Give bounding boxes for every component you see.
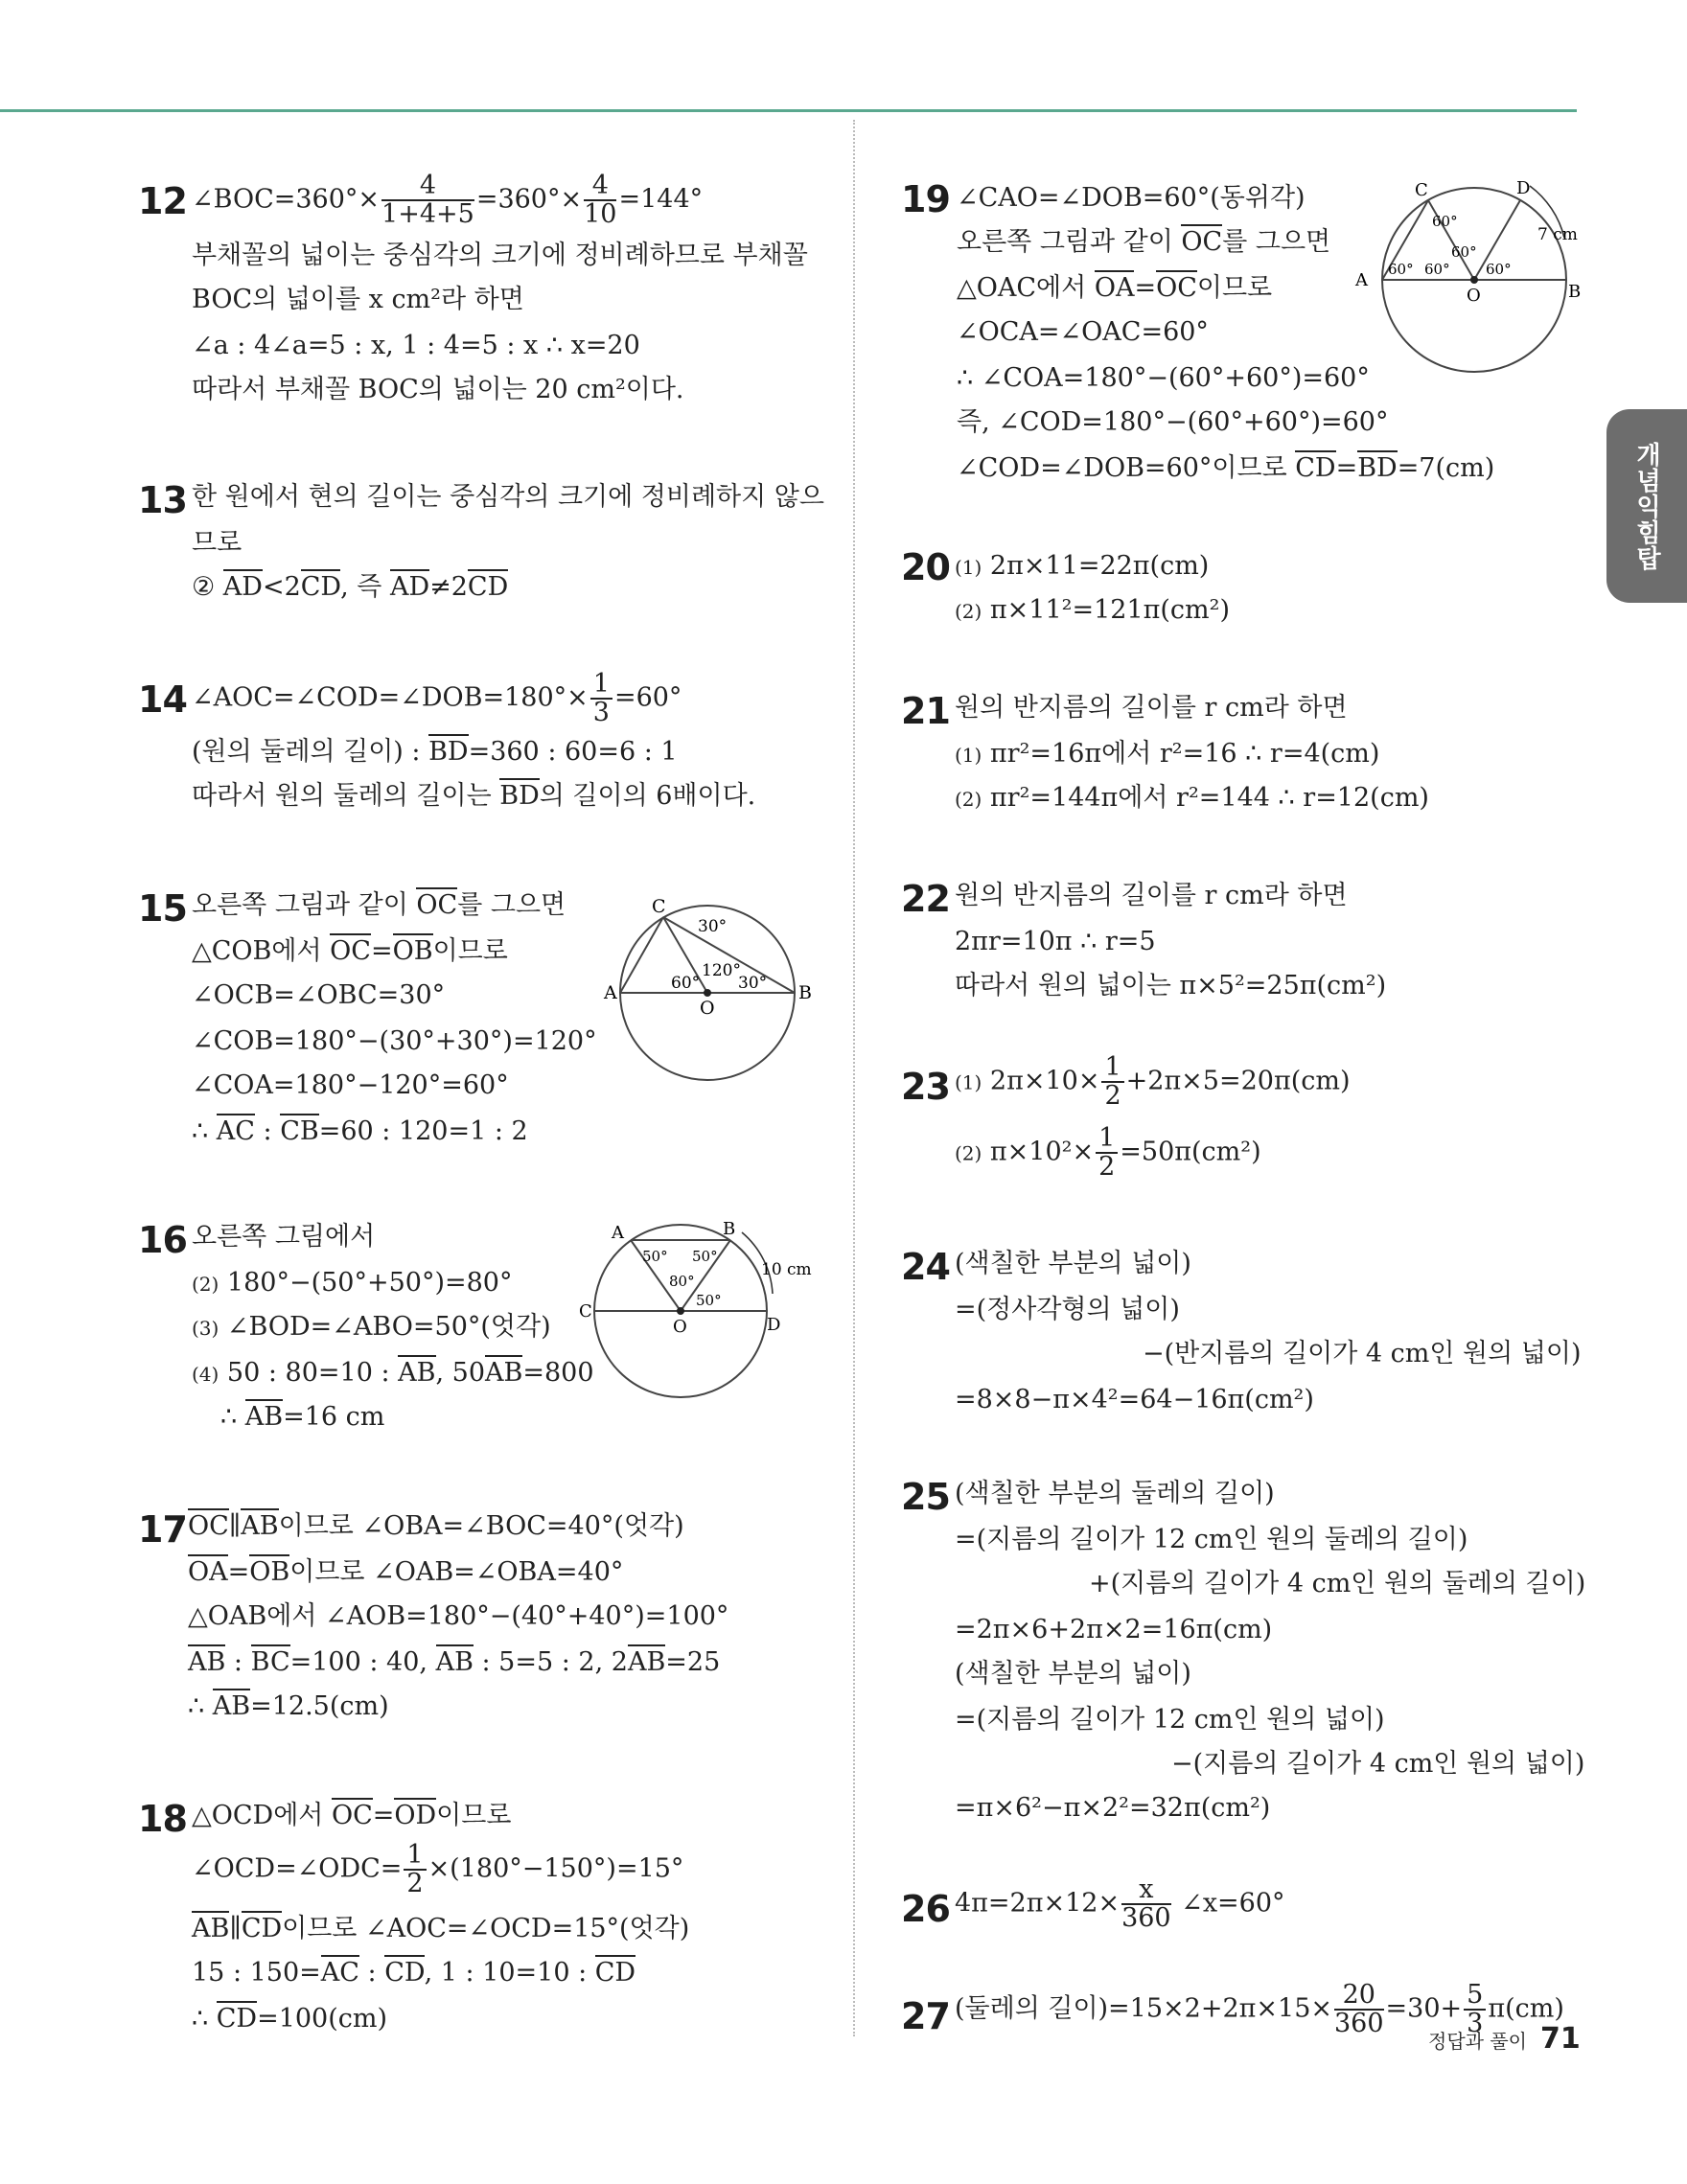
problem-number: 21: [901, 690, 950, 732]
solution-line: ∠BOC=360°× $\frac{4}{1+4+5}$ =360°× $\frac{4}{10}$ =144°: [192, 171, 704, 229]
problem-number: 27: [901, 1995, 950, 2037]
problem-number: 13: [138, 479, 187, 521]
solution-line: 오른쪽 그림에서: [192, 1222, 376, 1252]
svg-text:D: D: [1516, 178, 1531, 198]
svg-text:C: C: [652, 896, 666, 917]
problem-number: 25: [901, 1476, 950, 1518]
solution-line: (1) 2π×11=22π(cm): [955, 551, 1210, 581]
svg-text:A: A: [604, 982, 617, 1003]
figure-15: [594, 891, 824, 1092]
solution-line: ∴ AB=16 cm: [220, 1401, 384, 1434]
svg-text:7 cm: 7 cm: [1537, 225, 1578, 244]
problem-number: 12: [138, 180, 187, 222]
svg-text:A: A: [1355, 270, 1368, 290]
solution-line: 원의 반지름의 길이를 r cm라 하면: [955, 881, 1348, 910]
svg-text:10 cm: 10 cm: [761, 1260, 812, 1279]
svg-text:50°: 50°: [696, 1292, 722, 1309]
top-rule: [0, 109, 1577, 112]
svg-text:C: C: [1415, 180, 1428, 200]
footer-label: 정답과 풀이: [1428, 2030, 1527, 2053]
svg-text:30°: 30°: [698, 917, 728, 936]
solution-line: (2) 180°−(50°+50°)=80°: [192, 1268, 513, 1298]
solution-line: OC∥AB이므로 ∠OBA=∠BOC=40°(엇각): [188, 1510, 684, 1543]
solution-line: △COB에서 OC=OB이므로: [192, 935, 508, 968]
solution-line: +(지름의 길이가 4 cm인 원의 둘레의 길이): [1089, 1569, 1586, 1598]
solution-line: =2π×6+2π×2=16π(cm): [955, 1615, 1273, 1644]
solution-line: △OCD에서 OC=OD이므로: [192, 1800, 511, 1832]
svg-text:60°: 60°: [1388, 261, 1414, 278]
solution-line: △OAB에서 ∠AOB=180°−(40°+40°)=100°: [188, 1601, 729, 1631]
svg-text:D: D: [767, 1315, 781, 1335]
solution-line: (2) π×11²=121π(cm²): [955, 595, 1230, 625]
solution-line: ∠OCD=∠ODC= $\frac{1}{2}$ ×(180°−150°)=15°: [192, 1840, 684, 1898]
solution-line: −(반지름의 길이가 4 cm인 원의 넓이): [1143, 1339, 1582, 1368]
solution-line: −(지름의 길이가 4 cm인 원의 넓이): [1171, 1749, 1585, 1779]
problem-number: 24: [901, 1246, 950, 1288]
svg-text:60°: 60°: [1424, 261, 1450, 278]
svg-text:50°: 50°: [642, 1248, 668, 1265]
svg-text:80°: 80°: [669, 1273, 695, 1290]
solution-line: =π×6²−π×2²=32π(cm²): [955, 1793, 1271, 1823]
svg-text:120°: 120°: [702, 961, 741, 980]
solution-line: ∴ AB=12.5(cm): [188, 1690, 389, 1723]
problem-number: 18: [138, 1798, 187, 1840]
solution-line: 오른쪽 그림과 같이 OC를 그으면: [957, 226, 1330, 259]
svg-text:C: C: [579, 1301, 592, 1322]
svg-text:50°: 50°: [692, 1248, 718, 1265]
solution-line: 오른쪽 그림과 같이 OC를 그으면: [192, 889, 566, 922]
solution-line: ∴ ∠COA=180°−(60°+60°)=60°: [957, 363, 1370, 393]
page-number: 71: [1539, 2022, 1581, 2056]
svg-text:O: O: [1467, 286, 1481, 306]
solution-line: 15 : 150=AC : CD, 1 : 10=10 : CD: [192, 1957, 636, 1989]
solution-line: (둘레의 길이)=15×2+2π×15× $\frac{20}{360}$ =30+ $\frac{5}{3}$ π(cm): [955, 1980, 1564, 2038]
solution-line: ∠CAO=∠DOB=60°(동위각): [957, 183, 1306, 213]
page-footer: [1428, 2022, 1581, 2056]
svg-text:60°: 60°: [1432, 213, 1458, 230]
solution-line: 부채꼴의 넓이는 중심각의 크기에 정비례하므로 부채꼴: [192, 241, 808, 270]
svg-text:B: B: [723, 1219, 736, 1239]
problem-number: 17: [138, 1508, 187, 1551]
svg-text:60°: 60°: [671, 974, 701, 993]
solution-line: △OAC에서 OA=OC이므로: [957, 272, 1272, 305]
problem-number: 26: [901, 1888, 950, 1930]
solution-line: (원의 둘레의 길이) : BD=360 : 60=6 : 1: [192, 736, 678, 769]
solution-line: =(정사각형의 넓이): [955, 1295, 1180, 1324]
solution-line: (색칠한 부분의 넓이): [955, 1249, 1191, 1278]
solution-line: =8×8−π×4²=64−16π(cm²): [955, 1385, 1314, 1414]
svg-text:B: B: [798, 982, 812, 1003]
solution-line: (4) 50 : 80=10 : AB, 50AB=800: [192, 1357, 594, 1391]
solution-line: OA=OB이므로 ∠OAB=∠OBA=40°: [188, 1556, 623, 1589]
solution-line: (3) ∠BOD=∠ABO=50°(엇각): [192, 1312, 551, 1342]
solution-line: ∠COA=180°−120°=60°: [192, 1070, 509, 1100]
solution-line: ② AD<2CD, 즉 AD≠2CD: [192, 571, 508, 604]
solution-line: AB∥CD이므로 ∠AOC=∠OCD=15°(엇각): [192, 1913, 689, 1945]
solution-line: (1) πr²=16π에서 r²=16 ∴ r=4(cm): [955, 739, 1380, 769]
problem-number: 15: [138, 887, 187, 930]
svg-text:B: B: [1568, 282, 1582, 302]
column-divider: [853, 120, 855, 2036]
solution-line: (2) π×10²× $\frac{1}{2}$ =50π(cm²): [955, 1123, 1261, 1182]
problem-number: 19: [901, 178, 950, 220]
svg-text:30°: 30°: [738, 974, 768, 993]
solution-line: ∠COD=∠DOB=60°이므로 CD=BD=7(cm): [957, 452, 1494, 485]
solution-line: =(지름의 길이가 12 cm인 원의 둘레의 길이): [955, 1525, 1468, 1554]
problem-number: 20: [901, 546, 950, 588]
solution-line: ∠OCA=∠OAC=60°: [957, 317, 1209, 347]
solution-line: 따라서 부채꼴 BOC의 넓이는 20 cm²이다.: [192, 375, 684, 404]
solution-line: (2) πr²=144π에서 r²=144 ∴ r=12(cm): [955, 783, 1429, 813]
solution-line: =(지름의 길이가 12 cm인 원의 넓이): [955, 1705, 1385, 1735]
figure-16: [573, 1217, 832, 1409]
solution-line: 원의 반지름의 길이를 r cm라 하면: [955, 693, 1348, 723]
svg-text:O: O: [673, 1317, 687, 1337]
problem-number: 16: [138, 1219, 187, 1261]
solution-line: ∴ AC : CB=60 : 120=1 : 2: [192, 1115, 528, 1148]
solution-line: 따라서 원의 둘레의 길이는 BD의 길이의 6배이다.: [192, 780, 755, 813]
solution-line: 따라서 원의 넓이는 π×5²=25π(cm²): [955, 971, 1387, 1000]
solution-line: (1) 2π×10× $\frac{1}{2}$ +2π×5=20π(cm): [955, 1052, 1351, 1111]
solution-line: ∠OCB=∠OBC=30°: [192, 980, 446, 1010]
problem-number: 23: [901, 1066, 950, 1108]
solution-line: ∴ CD=100(cm): [192, 2003, 387, 2035]
solution-line: ∠COB=180°−(30°+30°)=120°: [192, 1026, 597, 1056]
solution-line: AB : BC=100 : 40, AB : 5=5 : 2, 2AB=25: [188, 1646, 720, 1679]
problem-number: 22: [901, 878, 950, 920]
solution-line: (색칠한 부분의 넓이): [955, 1659, 1191, 1689]
solution-line: 2πr=10π ∴ r=5: [955, 927, 1156, 956]
problem-number: 14: [138, 678, 187, 721]
side-tab: 개념익힘탑: [1606, 409, 1687, 603]
figure-19: [1352, 178, 1591, 389]
solution-line: 4π=2π×12× $\frac{x}{360}$ ∠x=60°: [955, 1874, 1285, 1933]
solution-line: 한 원에서 현의 길이는 중심각의 크기에 정비례하지 않으: [192, 482, 824, 512]
svg-text:A: A: [612, 1223, 624, 1243]
solution-line: 즉, ∠COD=180°−(60°+60°)=60°: [957, 407, 1389, 437]
svg-text:60°: 60°: [1486, 261, 1512, 278]
svg-text:60°: 60°: [1451, 243, 1477, 261]
solution-line: 므로: [192, 528, 243, 558]
solution-line: ∠a : 4∠a=5 : x, 1 : 4=5 : x ∴ x=20: [192, 331, 640, 360]
solution-line: BOC의 넓이를 x cm²라 하면: [192, 285, 524, 314]
solution-line: (색칠한 부분의 둘레의 길이): [955, 1479, 1275, 1508]
svg-text:O: O: [700, 998, 715, 1019]
solution-line: ∠AOC=∠COD=∠DOB=180°× $\frac{1}{3}$ =60°: [192, 669, 682, 727]
